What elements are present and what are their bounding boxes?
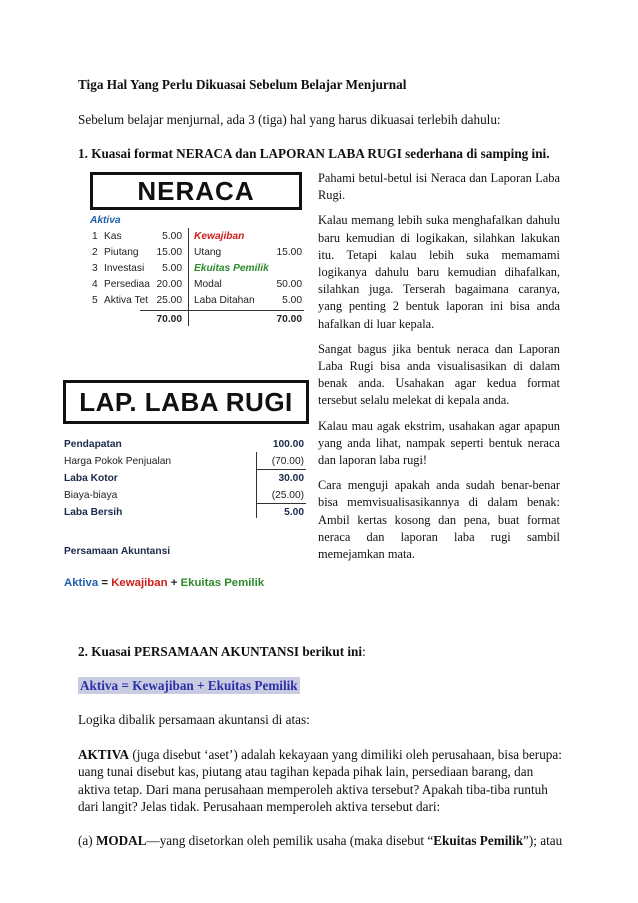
persamaan-equation-graphic <box>64 576 264 590</box>
aktiva-description: (juga disebut ‘aset’) adalah kekayaan yang dimiliki oleh perusahaan, bisa berupa: uang tunai disebut kas, piutang atau tagihan kepada pihak lain, persediaan barang, dan aktiva tetap. Dari mana perusahaan memperoleh aktiva tersebut? Apakah tiba-tiba runtuh dari langit? Jelas tidak. Perusahaan memperoleh aktiva tersebut dari: <box>78 747 562 815</box>
neraca-row-name: Investasi <box>104 263 145 274</box>
kewajiban-label: Kewajiban <box>194 231 245 242</box>
modal-line <box>78 832 562 849</box>
logika-text: Logika dibalik persamaan akuntansi di atas: <box>78 712 310 727</box>
neraca-divider <box>188 228 189 326</box>
laba-rugi-label: Biaya-biaya <box>64 490 118 501</box>
neraca-title: NERACA <box>90 172 302 210</box>
neraca-row-name: Aktiva Tet <box>104 295 148 306</box>
laba-rugi-rule <box>256 469 306 470</box>
eq-kewajiban: Kewajiban <box>111 577 168 589</box>
neraca-row-value: 5.00 <box>162 263 182 274</box>
neraca-row-no: 5 <box>92 295 98 306</box>
neraca-row-name: Piutang <box>104 247 139 258</box>
neraca-row-no: 3 <box>92 263 98 274</box>
modal-suffix: ”); atau <box>523 833 563 848</box>
right-paragraph: Cara menguji apakah anda sudah benar-benar bisa memvisualisasikannya di dalam benak: Ambil kertas kosong dan pena, buat format neraca dan laporan laba rugi sambil memejamkan mata. <box>318 478 560 562</box>
aktiva-label: Aktiva <box>90 215 121 226</box>
eq-ekuitas: Ekuitas Pemilik <box>180 577 265 589</box>
neraca-row-no: 4 <box>92 279 98 290</box>
section-2-colon: : <box>362 644 366 659</box>
neraca-right-value: 5.00 <box>282 295 302 306</box>
laba-rugi-value: (25.00) <box>271 490 304 501</box>
eq-aktiva: Aktiva <box>64 577 99 589</box>
ekuitas-term: Ekuitas Pemilik <box>433 833 524 848</box>
persamaan-akuntansi-label: Persamaan Akuntansi <box>64 546 171 557</box>
right-column-text <box>318 170 560 571</box>
neraca-row-value: 5.00 <box>162 231 182 242</box>
eq-plus: + <box>167 577 181 589</box>
neraca-total-left: 70.00 <box>156 314 182 325</box>
right-paragraph: Pahami betul-betul isi Neraca dan Laporan Laba Rugi. <box>318 171 560 203</box>
equation-highlight: Aktiva = Kewajiban + Ekuitas Pemilik <box>80 678 298 693</box>
neraca-right-name: Utang <box>194 247 222 258</box>
neraca-right-value: 15.00 <box>276 247 302 258</box>
neraca-right-name: Modal <box>194 279 222 290</box>
section-1-heading: 1. Kuasai format NERACA dan LAPORAN LABA RUGI sederhana di samping ini. <box>78 146 550 161</box>
neraca-row-name: Kas <box>104 231 122 242</box>
right-paragraph: Kalau memang lebih suka menghafalkan dahulu baru kemudian di logikakan, silahkan lakukan itu. Tetapi kalau lebih suka memamami logikanya dahulu baru kemudian dihafalkan, silahkan juga. Terserah bagaimana caranya, yang penting 2 bentuk laporan ini bisa anda hafalkan di luar kepala. <box>318 213 560 331</box>
laba-rugi-rule <box>256 503 306 504</box>
section-2-heading <box>78 643 366 660</box>
laba-rugi-label: Laba Kotor <box>64 473 118 484</box>
laba-rugi-title: LAP. LABA RUGI <box>63 380 309 424</box>
document-heading: Tiga Hal Yang Perlu Dikuasai Sebelum Belajar Menjurnal <box>78 77 407 92</box>
eq-equals: = <box>98 577 112 589</box>
neraca-row-name: Persediaa <box>104 279 150 290</box>
equation-highlight-line <box>78 677 300 694</box>
right-paragraph: Sangat bagus jika bentuk neraca dan Laporan Laba Rugi bisa anda visualisasikan di dalam benak anda. Usahakan agar kedua format tersebut selalu melekat di kepala anda. <box>318 341 560 408</box>
neraca-row-no: 2 <box>92 247 98 258</box>
laba-rugi-value: (70.00) <box>271 456 304 467</box>
neraca-row-no: 1 <box>92 231 98 242</box>
laba-rugi-label: Pendapatan <box>64 439 122 450</box>
laba-rugi-value: 5.00 <box>284 507 304 518</box>
neraca-right-value: 50.00 <box>276 279 302 290</box>
laba-rugi-divider <box>256 452 257 518</box>
ekuitas-label: Ekuitas Pemilik <box>194 263 269 274</box>
neraca-total-rule <box>140 310 304 311</box>
modal-middle: —yang disetorkan oleh pemilik usaha (maka disebut “ <box>146 833 434 848</box>
neraca-total-right: 70.00 <box>276 314 302 325</box>
aktiva-paragraph <box>78 746 562 816</box>
laba-rugi-value: 30.00 <box>278 473 304 484</box>
section-2-heading-bold: 2. Kuasai PERSAMAAN AKUNTANSI berikut ini <box>78 644 363 659</box>
modal-prefix: (a) <box>78 833 96 848</box>
neraca-row-value: 25.00 <box>156 295 182 306</box>
aktiva-term: AKTIVA <box>78 747 130 762</box>
laba-rugi-label: Laba Bersih <box>64 507 123 518</box>
neraca-row-value: 15.00 <box>156 247 182 258</box>
modal-term: MODAL <box>95 833 147 848</box>
neraca-row-value: 20.00 <box>156 279 182 290</box>
right-paragraph: Kalau mau agak ekstrim, usahakan agar apapun yang anda lihat, nampak seperti bentuk neraca dan laporan laba rugi! <box>318 418 560 468</box>
laba-rugi-label: Harga Pokok Penjualan <box>64 456 172 467</box>
laba-rugi-value: 100.00 <box>272 439 304 450</box>
neraca-right-name: Laba Ditahan <box>194 295 255 306</box>
intro-text: Sebelum belajar menjurnal, ada 3 (tiga) hal yang harus dikuasai terlebih dahulu: <box>78 112 501 127</box>
